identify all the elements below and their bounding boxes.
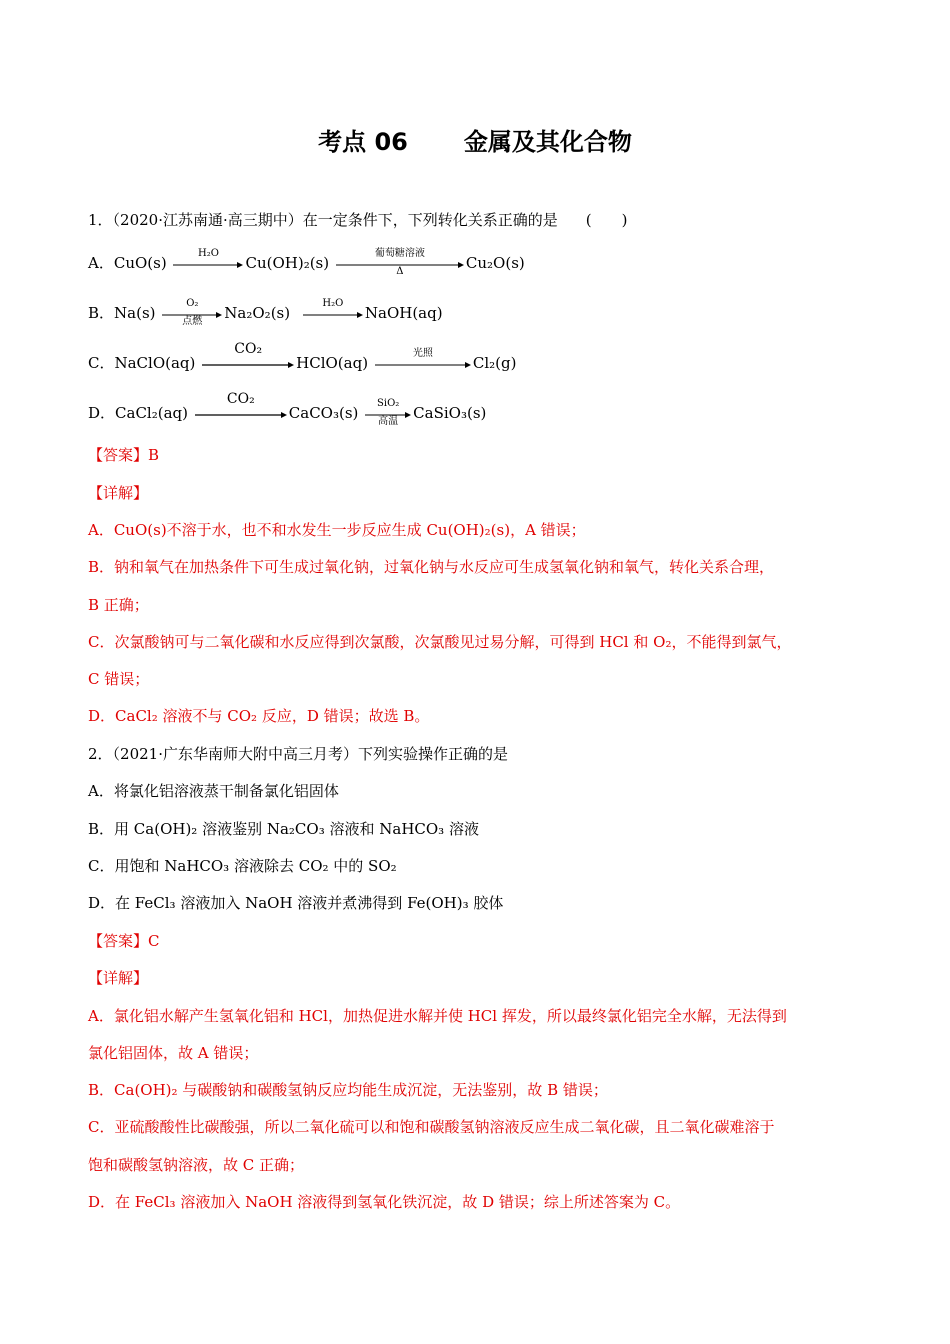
option-label: D． bbox=[88, 404, 116, 422]
reaction-arrow bbox=[336, 249, 464, 279]
q1-detail-label: 【详解】 bbox=[88, 484, 149, 502]
species: NaClO(aq) bbox=[114, 354, 196, 372]
arrow-condition: 点燃 bbox=[182, 316, 203, 327]
species: Na(s) bbox=[114, 304, 156, 322]
q2-explanation-a-cont: 氯化铝固体，故 A 错误； bbox=[88, 1044, 259, 1062]
option-label: B． bbox=[88, 304, 115, 322]
arrow-condition: CO₂ bbox=[234, 341, 263, 357]
species: CaSiO₃(s) bbox=[413, 404, 487, 422]
q2-stem: 2．（2021·广东华南师大附中高三月考）下列实验操作正确的是 bbox=[88, 745, 508, 763]
q2-explanation-c-cont: 饱和碳酸氢钠溶液，故 C 正确； bbox=[88, 1156, 305, 1174]
arrow-condition: 葡萄糖溶液 bbox=[374, 248, 425, 259]
q1-explanation-c: C．次氯酸钠可与二氧化碳和水反应得到次氯酸，次氯酸见过易分解，可得到 HCl 和 O₂，不能得到氯气， bbox=[88, 633, 792, 651]
q1-explanation-d: D．CaCl₂ 溶液不与 CO₂ 反应，D 错误；故选 B。 bbox=[88, 707, 430, 725]
arrow-icon bbox=[173, 262, 243, 268]
q1-explanation-b: B．钠和氧气在加热条件下可生成过氧化钠，过氧化钠与水反应可生成氢氧化钠和氧气，转化关系合理， bbox=[88, 558, 775, 576]
title-topic-number: 考点 06 bbox=[318, 128, 408, 156]
q2-option-a: A．将氯化铝溶液蒸干制备氯化铝固体 bbox=[88, 782, 339, 800]
q2-detail-label: 【详解】 bbox=[88, 969, 149, 987]
reaction-arrow bbox=[173, 249, 243, 279]
option-label: A． bbox=[88, 254, 114, 272]
species: NaOH(aq) bbox=[364, 304, 443, 322]
species: HClO(aq) bbox=[296, 354, 369, 372]
arrow-condition: H₂O bbox=[322, 298, 344, 309]
species: Cu₂O(s) bbox=[465, 254, 525, 272]
arrow-icon bbox=[303, 312, 363, 318]
q2-explanation-b: B．Ca(OH)₂ 与碳酸钠和碳酸氢钠反应均能生成沉淀，无法鉴别，故 B 错误； bbox=[88, 1081, 608, 1099]
species: CaCl₂(aq) bbox=[115, 404, 188, 422]
species: CuO(s) bbox=[113, 254, 167, 272]
arrow-icon bbox=[202, 362, 294, 368]
reaction-arrow bbox=[365, 399, 411, 429]
q1-answer: 【答案】B bbox=[88, 446, 160, 464]
q2-option-d: D．在 FeCl₃ 溶液加入 NaOH 溶液并煮沸得到 Fe(OH)₃ 胶体 bbox=[88, 894, 504, 912]
reaction-arrow bbox=[375, 349, 471, 379]
q2-explanation-a: A．氯化铝水解产生氢氧化铝和 HCl，加热促进水解并使 HCl 挥发，所以最终氯化铝完全水解，无法得到 bbox=[88, 1007, 787, 1025]
arrow-condition: H₂O bbox=[198, 248, 219, 259]
reaction-arrow bbox=[195, 391, 287, 429]
q1-option-d bbox=[88, 391, 487, 429]
arrow-condition: O₂ bbox=[186, 298, 199, 309]
q1-explanation-a: A．CuO(s)不溶于水，也不和水发生一步反应生成 Cu(OH)₂(s)，A 错误； bbox=[88, 521, 586, 539]
arrow-condition: 高温 bbox=[378, 416, 399, 427]
q1-answer-bracket: ( ) bbox=[585, 211, 628, 229]
q2-explanation-d: D．在 FeCl₃ 溶液加入 NaOH 溶液得到氢氧化铁沉淀，故 D 错误；综上所述答案为 C。 bbox=[88, 1193, 681, 1211]
q2-answer: 【答案】C bbox=[88, 932, 160, 950]
q1-explanation-b-cont: B 正确； bbox=[88, 596, 149, 614]
species: Na₂O₂(s) bbox=[224, 304, 291, 322]
reaction-arrow bbox=[303, 299, 363, 329]
title-topic-name: 金属及其化合物 bbox=[463, 128, 632, 156]
option-label: C． bbox=[88, 354, 115, 372]
arrow-icon bbox=[375, 362, 471, 368]
q1-stem-line bbox=[88, 210, 627, 230]
arrow-condition: CO₂ bbox=[226, 391, 255, 407]
species: Cu(OH)₂(s) bbox=[245, 254, 330, 272]
q1-option-b bbox=[88, 299, 443, 329]
q2-explanation-c: C．亚硫酸酸性比碳酸强，所以二氧化硫可以和饱和碳酸氢钠溶液反应生成二氧化碳，且二氧化碳难溶于 bbox=[88, 1118, 775, 1136]
page-title bbox=[0, 122, 950, 157]
species: CaCO₃(s) bbox=[288, 404, 359, 422]
arrow-condition: SiO₂ bbox=[377, 398, 400, 409]
q1-explanation-c-cont: C 错误； bbox=[88, 670, 150, 688]
q1-option-c bbox=[88, 341, 517, 379]
species: Cl₂(g) bbox=[472, 354, 517, 372]
arrow-condition: Δ bbox=[396, 266, 404, 277]
q1-option-a bbox=[88, 249, 525, 279]
reaction-arrow bbox=[162, 299, 222, 329]
q2-option-b: B．用 Ca(OH)₂ 溶液鉴别 Na₂CO₃ 溶液和 NaHCO₃ 溶液 bbox=[88, 820, 479, 838]
arrow-icon bbox=[195, 412, 287, 418]
arrow-condition: 光照 bbox=[412, 348, 433, 359]
q2-option-c: C．用饱和 NaHCO₃ 溶液除去 CO₂ 中的 SO₂ bbox=[88, 857, 397, 875]
reaction-arrow bbox=[202, 341, 294, 379]
q1-stem: 1．（2020·江苏南通·高三期中）在一定条件下，下列转化关系正确的是 bbox=[88, 211, 558, 229]
